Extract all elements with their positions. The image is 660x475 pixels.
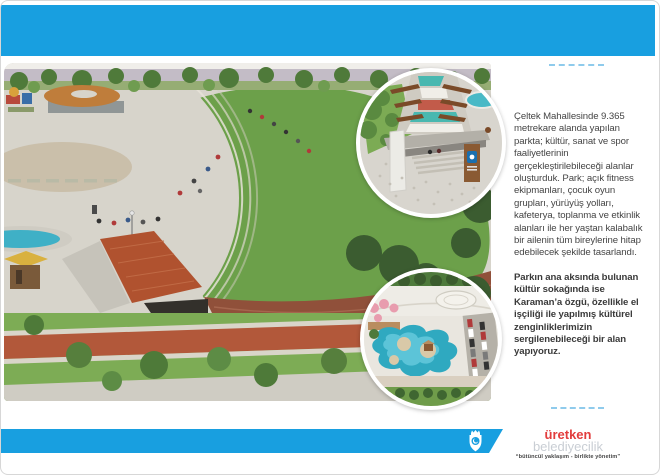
paragraph-celtek-park: Çeltek Mahallesinde 9.365 metrekare alanda yapılan parkta; kültür, sanat ve spor faaliyetlerinin gerçekleştirilebileceği alanlar oluşturduk. Park; açık fitness ekipmanları, çocuk oyun grupları, yürüyüş yolları, kafeterya, toplanma ve etkinlik alanları ile her yaştan kalabalık bir ailenin tüm bireylerine hitap edebilecek şekilde tasarlandı. [514,111,643,259]
brand-tagline: “bütüncül yaklaşım - birlikte yönetim” [515,454,621,460]
culture-street-render-illustration [360,72,502,214]
inset-bottom-circle-image [360,268,502,410]
inset-top-circle-image [356,68,506,218]
body-text-column [514,111,651,359]
entrance-sign [464,144,480,182]
footer-blue-bar [1,429,503,453]
paragraph-culture-street: Parkın ana aksında bulunan kültür sokağında ise Karaman’a özgü, özellikle el işçiliği ile yapılmış kültürel zenginliklerimizin sergilenebileceği bir alan yapıyoruz. [514,271,639,358]
pool-area-render-illustration [364,272,498,406]
brand-uretken: üretken [544,427,592,442]
brand-block [513,428,623,460]
brand-belediyecilik: belediyecilik [532,439,604,454]
dashed-divider-bottom [551,407,604,409]
municipal-crest-icon [467,430,484,452]
top-blue-bar [1,5,655,56]
dashed-divider-top [549,64,604,66]
